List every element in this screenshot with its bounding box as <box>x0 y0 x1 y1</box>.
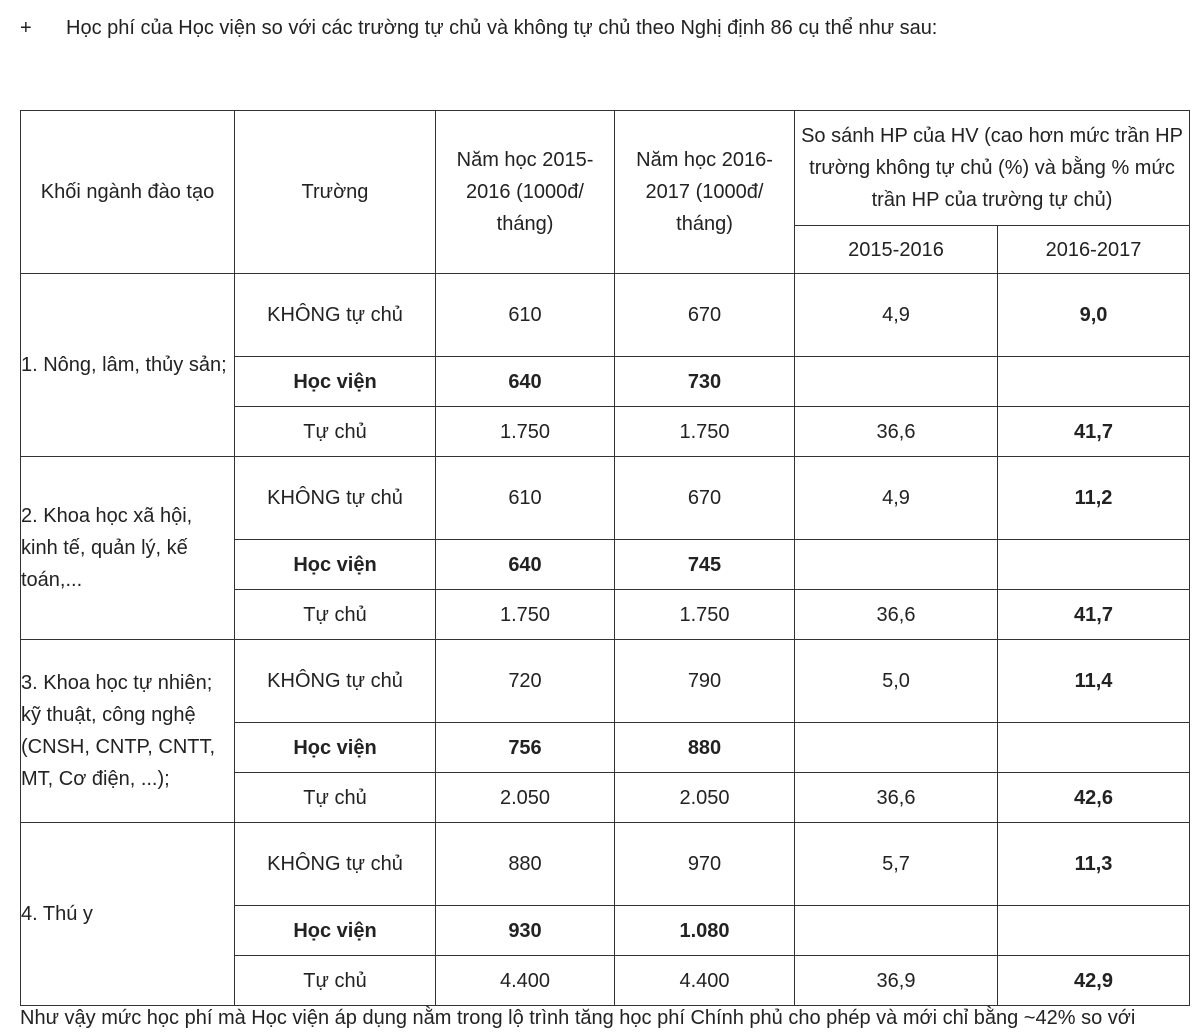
year-2015-cell: 2.050 <box>436 773 615 823</box>
year-2016-cell: 790 <box>615 640 795 723</box>
school-cell: KHÔNG tự chủ <box>235 457 436 540</box>
school-cell: Học viện <box>235 540 436 590</box>
year-2016-cell: 730 <box>615 357 795 407</box>
compare-2015-cell <box>795 723 998 773</box>
school-cell: Học viện <box>235 357 436 407</box>
table-row <box>21 457 1190 540</box>
school-cell: KHÔNG tự chủ <box>235 274 436 357</box>
header-year-2016: Năm học 2016-2017 (1000đ/ tháng) <box>615 111 795 274</box>
header-year-2015: Năm học 2015-2016 (1000đ/ tháng) <box>436 111 615 274</box>
header-school: Trường <box>235 111 436 274</box>
group-name-cell: 2. Khoa học xã hội, kinh tế, quản lý, kế toán,... <box>21 457 235 640</box>
year-2016-cell: 1.750 <box>615 590 795 640</box>
compare-2015-cell: 5,7 <box>795 823 998 906</box>
year-2016-cell: 670 <box>615 274 795 357</box>
compare-2015-cell <box>795 357 998 407</box>
compare-2016-cell: 9,0 <box>998 274 1190 357</box>
compare-2015-cell: 36,9 <box>795 956 998 1006</box>
year-2016-cell: 4.400 <box>615 956 795 1006</box>
bullet: + <box>20 17 32 39</box>
year-2015-cell: 1.750 <box>436 407 615 457</box>
compare-2016-cell <box>998 357 1190 407</box>
header-group: Khối ngành đào tạo <box>21 111 235 274</box>
year-2015-cell: 720 <box>436 640 615 723</box>
year-2016-cell: 880 <box>615 723 795 773</box>
compare-2015-cell: 36,6 <box>795 590 998 640</box>
school-cell: KHÔNG tự chủ <box>235 823 436 906</box>
compare-2015-cell <box>795 540 998 590</box>
school-cell: KHÔNG tự chủ <box>235 640 436 723</box>
header-sub-2015: 2015-2016 <box>795 226 998 274</box>
year-2015-cell: 4.400 <box>436 956 615 1006</box>
table-row <box>21 640 1190 723</box>
school-cell: Tự chủ <box>235 773 436 823</box>
year-2015-cell: 640 <box>436 357 615 407</box>
compare-2015-cell: 4,9 <box>795 457 998 540</box>
year-2016-cell: 745 <box>615 540 795 590</box>
intro-paragraph <box>20 14 937 42</box>
header-compare: So sánh HP của HV (cao hơn mức trần HP trường không tự chủ (%) và bằng % mức trần HP của trường tự chủ) <box>795 111 1190 226</box>
year-2016-cell: 2.050 <box>615 773 795 823</box>
compare-2016-cell: 42,6 <box>998 773 1190 823</box>
compare-2016-cell <box>998 540 1190 590</box>
group-name-cell: 3. Khoa học tự nhiên; kỹ thuật, công nghệ (CNSH, CNTP, CNTT, MT, Cơ điện, ...); <box>21 640 235 823</box>
year-2015-cell: 640 <box>436 540 615 590</box>
year-2015-cell: 610 <box>436 274 615 357</box>
year-2016-cell: 1.080 <box>615 906 795 956</box>
header-sub-2016: 2016-2017 <box>998 226 1190 274</box>
group-name-cell: 1. Nông, lâm, thủy sản; <box>21 274 235 457</box>
table-row <box>21 274 1190 357</box>
outro-paragraph: Như vậy mức học phí mà Học viện áp dụng nằm trong lộ trình tăng học phí Chính phủ cho phép và mới chỉ bằng ~42% so với <box>20 1007 1136 1029</box>
compare-2016-cell <box>998 723 1190 773</box>
year-2016-cell: 970 <box>615 823 795 906</box>
school-cell: Học viện <box>235 906 436 956</box>
tuition-table <box>20 110 1190 1006</box>
year-2015-cell: 930 <box>436 906 615 956</box>
year-2015-cell: 880 <box>436 823 615 906</box>
compare-2015-cell: 4,9 <box>795 274 998 357</box>
compare-2016-cell: 41,7 <box>998 407 1190 457</box>
year-2015-cell: 1.750 <box>436 590 615 640</box>
compare-2016-cell <box>998 906 1190 956</box>
compare-2016-cell: 41,7 <box>998 590 1190 640</box>
compare-2016-cell: 11,3 <box>998 823 1190 906</box>
intro-text: Học phí của Học viện so với các trường tự chủ và không tự chủ theo Nghị định 86 cụ thể như sau: <box>66 17 938 39</box>
table-row <box>21 823 1190 906</box>
compare-2015-cell: 36,6 <box>795 773 998 823</box>
year-2016-cell: 1.750 <box>615 407 795 457</box>
school-cell: Tự chủ <box>235 407 436 457</box>
school-cell: Học viện <box>235 723 436 773</box>
compare-2015-cell: 36,6 <box>795 407 998 457</box>
compare-2016-cell: 42,9 <box>998 956 1190 1006</box>
compare-2015-cell <box>795 906 998 956</box>
school-cell: Tự chủ <box>235 956 436 1006</box>
compare-2016-cell: 11,4 <box>998 640 1190 723</box>
school-cell: Tự chủ <box>235 590 436 640</box>
year-2015-cell: 610 <box>436 457 615 540</box>
year-2015-cell: 756 <box>436 723 615 773</box>
year-2016-cell: 670 <box>615 457 795 540</box>
group-name-cell: 4. Thú y <box>21 823 235 1006</box>
compare-2016-cell: 11,2 <box>998 457 1190 540</box>
compare-2015-cell: 5,0 <box>795 640 998 723</box>
